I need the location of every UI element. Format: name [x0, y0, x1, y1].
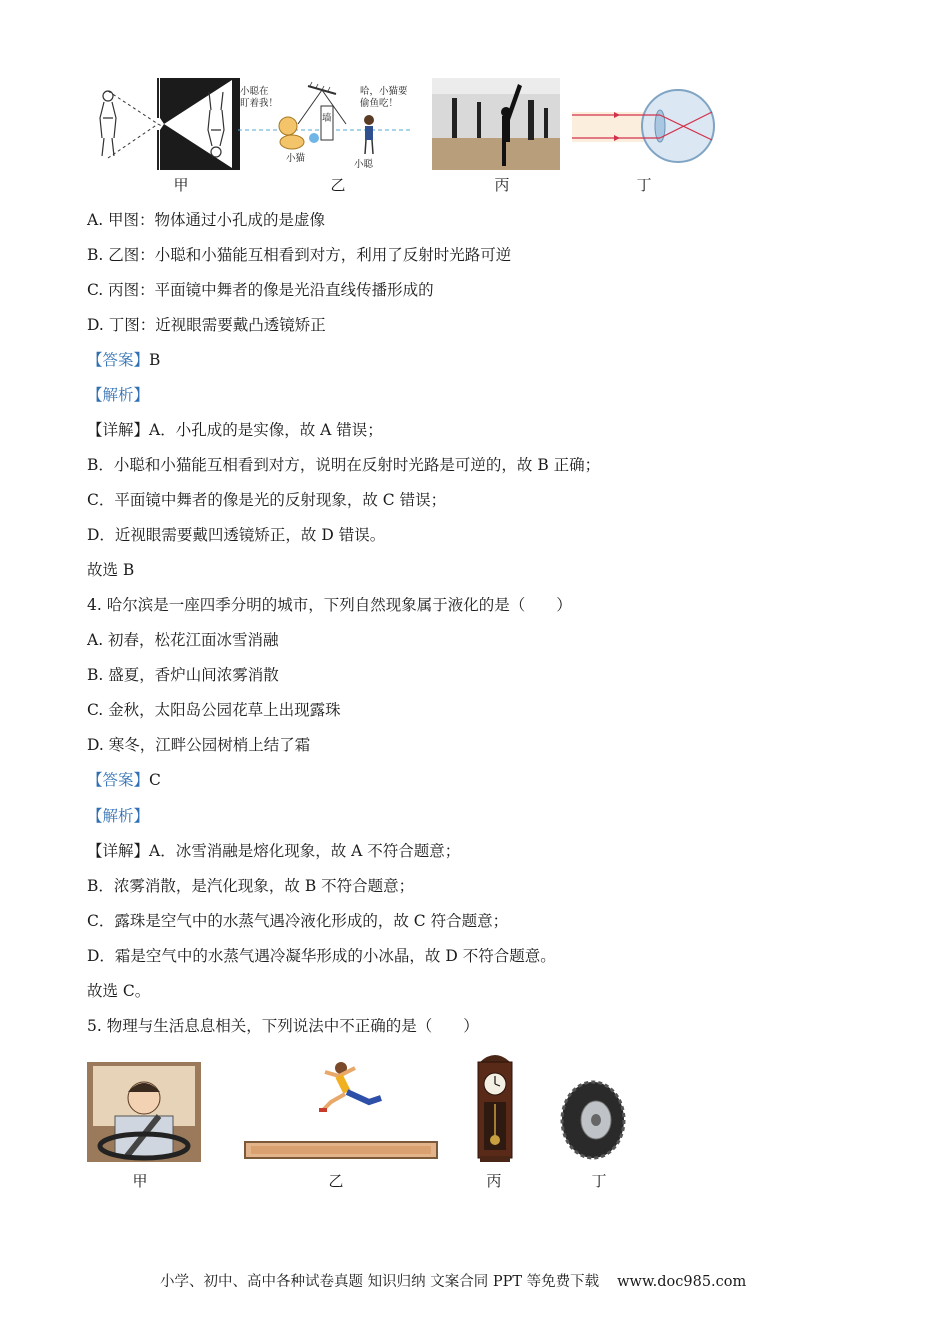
q5-caption-jia: 甲 [132, 1172, 148, 1190]
figure-jia-pinhole [90, 78, 240, 170]
q4-detail-c: C．露珠是空气中的水蒸气遇冷液化形成的，故 C 符合题意； [87, 912, 509, 930]
q4-option-d: D. 寒冬，江畔公园树梢上结了霜 [87, 736, 311, 754]
answer-value: C [149, 771, 161, 789]
page-footer [160, 1270, 746, 1291]
q3-detail-a: 【详解】A．小孔成的是实像，故 A 错误； [87, 421, 383, 439]
cat-speech: 小聪在 盯着我！ [240, 86, 279, 109]
q4-detail-b: B．浓雾消散，是汽化现象，故 B 不符合题意； [87, 877, 415, 895]
q5-stem: 5. 物理与生活息息相关，下列说法中不正确的是（ ） [87, 1017, 479, 1035]
q4-stem: 4. 哈尔滨是一座四季分明的城市，下列自然现象属于液化的是（ ） [87, 596, 572, 614]
q3-detail-d: D．近视眼需要戴凹透镜矫正，故 D 错误。 [87, 526, 386, 544]
q3-analysis-label: 【解析】 [87, 386, 150, 404]
caption-ding: 丁 [636, 176, 652, 194]
wall-label: 墙 [322, 113, 332, 124]
footer-text: 小学、初中、高中各种试卷真题 知识归纳 文案合同 PPT 等免费下载 [160, 1274, 600, 1290]
q4-option-a: A. 初春，松花江面冰雪消融 [87, 631, 279, 649]
q3-option-a: A. 甲图：物体通过小孔成的是虚像 [87, 211, 326, 229]
q5-caption-bing: 丙 [486, 1172, 502, 1190]
q4-detail-d: D．霜是空气中的水蒸气遇冷凝华形成的小冰晶，故 D 不符合题意。 [87, 947, 556, 965]
q4-conclusion: 故选 C。 [87, 982, 151, 1000]
figure-ding-eye [572, 84, 718, 170]
caption-jia: 甲 [173, 176, 189, 194]
q3-conclusion: 故选 B [87, 561, 135, 579]
boy-speech: 哈，小猫要 偷鱼吃！ [360, 86, 408, 109]
detail-label: 【详解】 [87, 842, 150, 860]
q3-answer [87, 350, 160, 370]
figure-q5-yi-long-jump [243, 1058, 439, 1164]
figure-yi-mirror [238, 78, 418, 174]
answer-label: 【答案】 [87, 351, 150, 369]
figure-q5-bing-clock [470, 1048, 520, 1164]
caption-bing: 丙 [494, 176, 510, 194]
cat-label: 小猫 [286, 153, 306, 164]
q3-detail-b: B．小聪和小猫能互相看到对方，说明在反射时光路是可逆的，故 B 正确； [87, 456, 601, 474]
q3-detail-c: C．平面镜中舞者的像是光的反射现象，故 C 错误； [87, 491, 447, 509]
figure-bing-dancers-photo [432, 78, 560, 170]
answer-label: 【答案】 [87, 771, 150, 789]
q4-analysis-label: 【解析】 [87, 807, 150, 825]
q4-answer [87, 770, 161, 790]
q4-option-b: B. 盛夏，香炉山间浓雾消散 [87, 666, 279, 684]
boy-label: 小聪 [354, 159, 374, 170]
footer-url[interactable]: www.doc985.com [617, 1274, 747, 1290]
answer-value: B [149, 351, 161, 369]
detail-label: 【详解】 [87, 421, 150, 439]
q5-caption-ding: 丁 [591, 1172, 607, 1190]
q4-detail-a: 【详解】A．冰雪消融是熔化现象，故 A 不符合题意； [87, 842, 461, 860]
q3-option-b: B. 乙图：小聪和小猫能互相看到对方，利用了反射时光路可逆 [87, 246, 512, 264]
q3-option-d: D. 丁图：近视眼需要戴凸透镜矫正 [87, 316, 326, 334]
q5-caption-yi: 乙 [328, 1172, 344, 1190]
q3-option-c: C. 丙图：平面镜中舞者的像是光沿直线传播形成的 [87, 281, 434, 299]
figure-q5-ding-tire [560, 1080, 626, 1160]
q4-option-c: C. 金秋，太阳岛公园花草上出现露珠 [87, 701, 341, 719]
figure-q5-jia-driver [87, 1062, 201, 1162]
caption-yi: 乙 [330, 176, 346, 194]
